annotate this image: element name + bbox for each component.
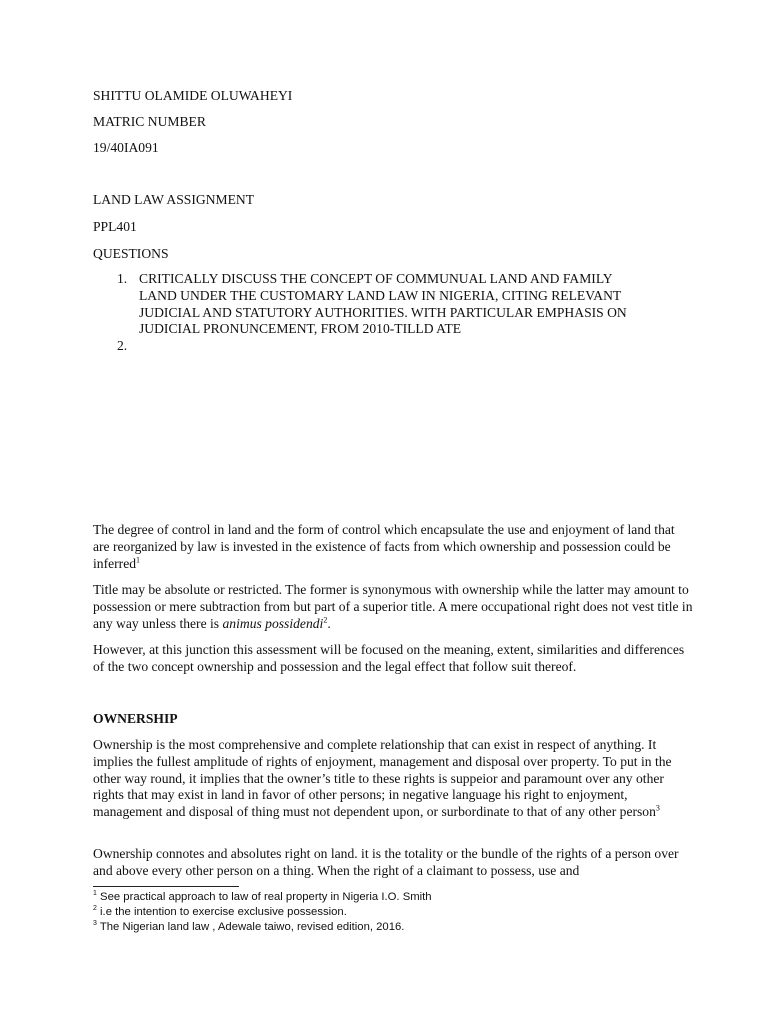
question-list	[93, 271, 693, 355]
footnote-text: i.e the intention to exercise exclusive possession.	[96, 906, 347, 918]
footnote-number: 2	[93, 905, 97, 913]
latin-term: animus possidendi	[222, 615, 324, 631]
paragraph-text: Ownership connotes and absolutes right on land. it is the totality or the bundle of the rights of a person over and above every other person on a thing. When the right of a claimant to possess, use and	[93, 846, 679, 878]
student-name: SHITTU OLAMIDE OLUWAHEYI	[93, 88, 293, 103]
matric-label: MATRIC NUMBER	[93, 114, 206, 129]
paragraph-text: Title may be absolute or restricted. The former is synonymous with ownership while the latter may amount to possession or mere subtraction from but part of a superior title. A mere occupational right does not vest title in any way unless there is	[93, 582, 693, 631]
footnote	[93, 906, 347, 918]
course-code: PPL401	[93, 219, 137, 234]
footnote	[93, 921, 404, 933]
footnote-text: The Nigerian land law , Adewale taiwo, revised edition, 2016.	[96, 921, 405, 933]
footnote-number: 3	[93, 920, 97, 928]
paragraph-text: The degree of control in land and the form of control which encapsulate the use and enjoyment of land that are reorganized by law is invested in the existence of facts from which ownership and possession could be inferred	[93, 522, 675, 571]
paragraph-control-in-land	[93, 522, 693, 572]
question-line: JUDICIAL PRONUNCEMENT, FROM 2010-TILLD ATE	[139, 321, 462, 337]
footnote	[93, 891, 432, 903]
question-number: 2.	[117, 338, 128, 354]
question-item	[93, 271, 693, 338]
question-line: JUDICIAL AND STATUTORY AUTHORITIES. WITH PARTICULAR EMPHASIS ON	[139, 304, 627, 320]
question-item	[93, 338, 693, 355]
question-line: CRITICALLY DISCUSS THE CONCEPT OF COMMUNUAL LAND AND FAMILY	[139, 271, 613, 286]
footnote-number: 1	[93, 890, 97, 898]
paragraph-ownership-definition	[93, 737, 693, 821]
footnote-divider	[93, 886, 239, 887]
footnote-ref: 1	[136, 555, 141, 565]
paragraph-focus	[93, 642, 693, 676]
paragraph-text: Ownership is the most comprehensive and complete relationship that can exist in respect of anything. It implies the fullest amplitude of rights of enjoyment, management and disposal over property. To put in the other way round, it implies that the owner’s title to these rights is suppeior and paramount over any other rights that may exist in land in favor of other persons; in negative language his right to enjoyment, management and disposal of thing must not dependent upon, or surbordinate to that of any other person	[93, 737, 672, 820]
assignment-title: LAND LAW ASSIGNMENT	[93, 192, 255, 207]
paragraph-text: .	[327, 615, 331, 631]
paragraph-title	[93, 582, 693, 632]
paragraph-text: However, at this junction this assessment will be focused on the meaning, extent, similarities and differences of the two concept ownership and possession and the legal effect that follow suit thereof.	[93, 642, 685, 674]
footnote-ref: 3	[655, 803, 660, 813]
questions-label: QUESTIONS	[93, 246, 169, 261]
matric-number: 19/40IA091	[93, 140, 159, 155]
section-heading-ownership: OWNERSHIP	[93, 711, 178, 726]
question-line: LAND UNDER THE CUSTOMARY LAND LAW IN NIGERIA, CITING RELEVANT	[139, 287, 622, 303]
paragraph-ownership-connotes	[93, 846, 693, 880]
question-number: 1.	[117, 271, 128, 286]
footnote-ref: 2	[323, 615, 328, 625]
footnote-text: See practical approach to law of real property in Nigeria I.O. Smith	[96, 891, 432, 903]
